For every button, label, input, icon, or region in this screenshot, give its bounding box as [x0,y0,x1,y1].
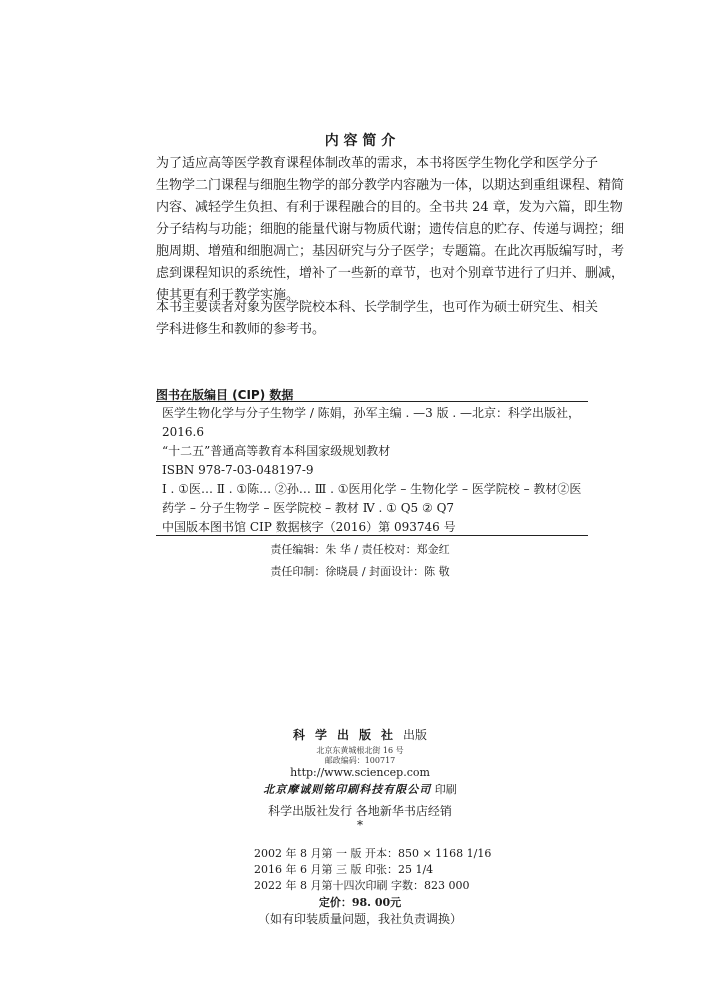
summary-paragraph-2 [156,297,599,341]
cip-line: 2016.6 [162,425,204,439]
cip-line: ISBN 978-7-03-048197-9 [162,463,314,477]
publisher-zip: 邮政编码：100717 [324,756,396,765]
edition-line: 2022 年 8 月第十四次印刷 字数：823 000 [254,879,470,892]
summary-line: 内容、减轻学生负担、有利于课程融合的目的。全书共 24 章，发为六篇，即生物 [156,200,623,215]
printer-line [0,781,720,797]
summary-line: 本书主要读者对象为医学院校本科、长学制学生，也可作为硕士研究生、相关 [156,300,599,315]
summary-paragraph-1 [156,153,625,307]
price: 定价：98. 00元 [318,896,402,909]
summary-line: 分子结构与功能；细胞的能量代谢与物质代谢；遗传信息的贮存、传递与调控；细 [156,222,625,237]
summary-line: 学科进修生和教师的参考书。 [156,322,326,337]
publisher-name-suffix: 出版 [403,728,428,742]
summary-line: 生物学二门课程与细胞生物学的部分教学内容融为一体，以期达到重组课程、精简 [156,178,625,193]
summary-line: 虑到课程知识的系统性，增补了一些新的章节，也对个别章节进行了归并、删减， [156,266,625,281]
cip-line: 药学 – 分子生物学 – 医学院校 – 教材 Ⅳ . ① Q5 ② Q7 [162,501,455,515]
cip-line: “十二五”普通高等教育本科国家级规划教材 [162,444,391,458]
staff-line-2: 责任印制：徐晓晨 / 封面设计：陈 敬 [270,565,450,578]
quality-notice: （如有印装质量问题，我社负责调换） [257,912,462,926]
publisher-address: 北京东黄城根北街 16 号 [316,746,404,755]
cip-line: 医学生物化学与分子生物学 / 陈娟，孙军主编 . —3 版 . —北京：科学出版社， [162,406,581,420]
cip-heading: 图书在版编目 (CIP) 数据 [156,388,294,402]
cip-bottom-rule [156,535,588,536]
edition-line: 2002 年 8 月第 一 版 开本：850 × 1168 1/16 [254,847,492,860]
publisher-url: http://www.sciencep.com [290,766,430,779]
printer-name: 北京摩诚则铭印刷科技有限公司 [263,783,432,796]
edition-line: 2016 年 6 月第 三 版 印张：25 1/4 [254,863,434,876]
staff-credits [0,539,720,583]
printer-suffix: 印刷 [434,783,457,796]
cip-block [162,404,588,537]
publisher-name-line [0,726,720,743]
edition-info [254,846,554,894]
summary-line: 使其更有利于教学实施。 [156,288,300,303]
cip-line: Ⅰ . ①医… Ⅱ . ①陈… ②孙… Ⅲ . ①医用化学 – 生物化学 – 医学院校 – 教材②医 [162,482,582,496]
cip-line: 中国版本图书馆 CIP 数据核字（2016）第 093746 号 [162,520,456,534]
distribution-line: 科学出版社发行 各地新华书店经销 [268,804,452,818]
summary-line: 为了适应高等医学教育课程体制改革的需求，本书将医学生物化学和医学分子 [156,156,599,171]
cip-top-rule [156,401,588,402]
separator-star: * [357,818,363,832]
summary-line: 胞周期、增殖和细胞凋亡；基因研究与分子医学；专题篇。在此次再版编写时，考 [156,244,625,259]
publisher-name: 科学出版社 [292,728,403,742]
summary-title: 内 容 简 介 [324,133,396,149]
staff-line-1: 责任编辑：朱 华 / 责任校对：郑金红 [270,543,450,556]
